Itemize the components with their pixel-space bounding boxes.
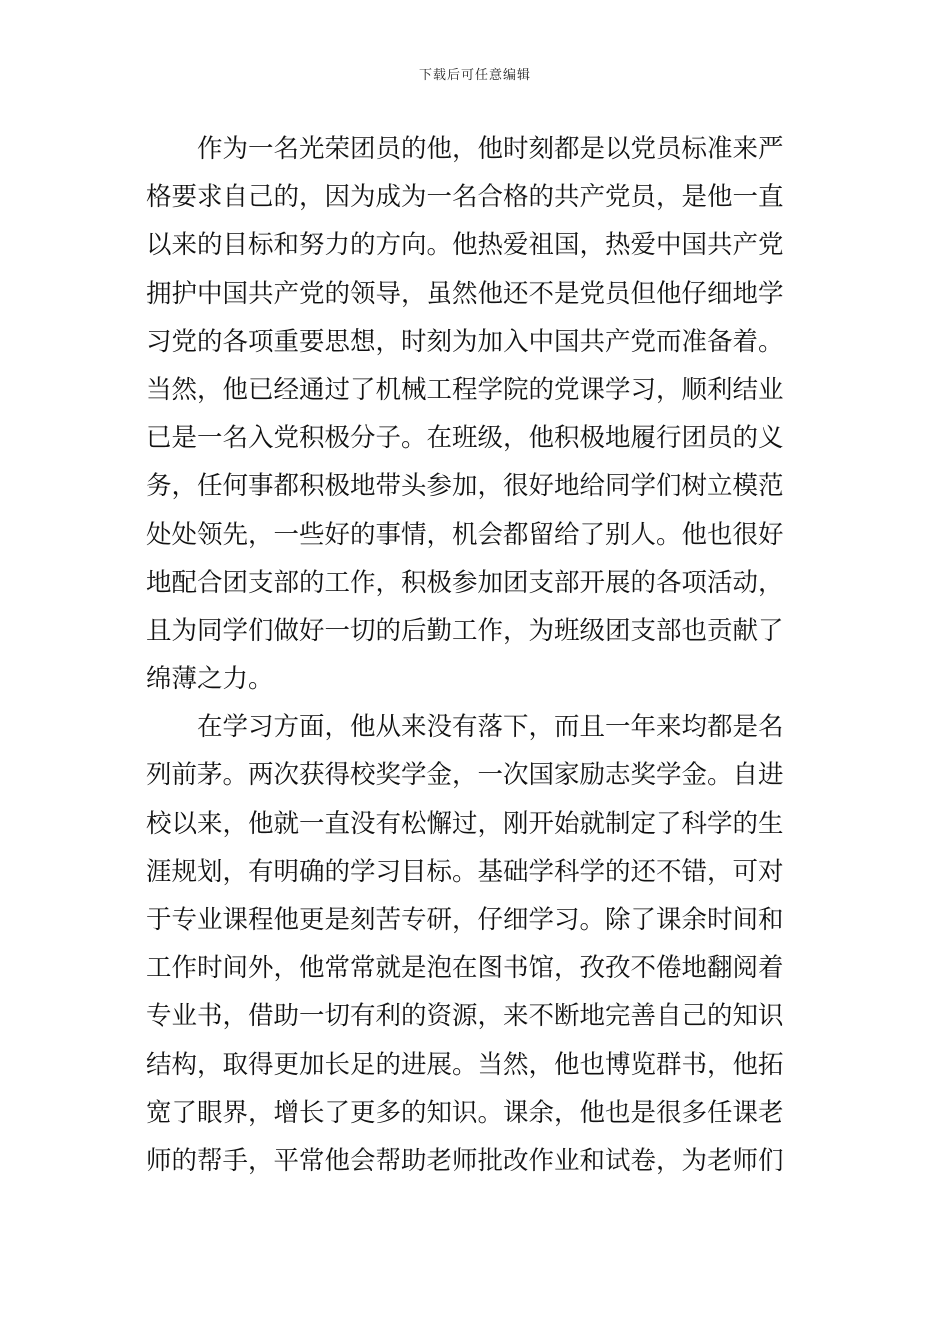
text-line: 习党的各项重要思想，时刻为加入中国共产党而准备着。 [146, 326, 784, 357]
text-line: 拥护中国共产党的领导，虽然他还不是党员但他仔细地学 [146, 278, 784, 309]
text-line: 校以来，他就一直没有松懈过，刚开始就制定了科学的生 [146, 808, 784, 839]
text-line: 地配合团支部的工作，积极参加团支部开展的各项活动， [146, 567, 784, 598]
text-line: 当然，他已经通过了机械工程学院的党课学习，顺利结业 [146, 374, 784, 405]
text-line: 处处领先，一些好的事情，机会都留给了别人。他也很好 [146, 519, 784, 550]
text-line: 绵薄之力。 [146, 664, 274, 695]
text-line: 格要求自己的，因为成为一名合格的共产党员，是他一直 [146, 182, 784, 213]
paragraph-study [146, 703, 806, 1185]
text-line: 列前茅。两次获得校奖学金，一次国家励志奖学金。自进 [146, 760, 784, 791]
text-line: 且为同学们做好一切的后勤工作，为班级团支部也贡献了 [146, 615, 784, 646]
text-line: 宽了眼界，增长了更多的知识。课余，他也是很多任课老 [146, 1097, 784, 1128]
text-line: 务，任何事都积极地带头参加，很好地给同学们树立模范 [146, 471, 784, 502]
text-line: 师的帮手，平常他会帮助老师批改作业和试卷，为老师们 [146, 1145, 784, 1176]
page-header: 下载后可任意编辑 [418, 68, 531, 83]
text-line: 作为一名光荣团员的他，他时刻都是以党员标准来严 [197, 134, 784, 164]
text-line: 专业书，借助一切有利的资源，来不断地完善自己的知识 [146, 1001, 784, 1032]
text-line: 已是一名入党积极分子。在班级，他积极地履行团员的义 [146, 423, 784, 454]
document-body [146, 125, 806, 1185]
text-line: 在学习方面，他从来没有落下，而且一年来均都是名 [197, 712, 784, 743]
text-line: 以来的目标和努力的方向。他热爱祖国，热爱中国共产党 [146, 230, 784, 261]
text-line: 结构，取得更加长足的进展。当然，他也博览群书，他拓 [146, 1049, 784, 1080]
paragraph-party-membership [146, 125, 806, 703]
text-line: 于专业课程他更是刻苦专研，仔细学习。除了课余时间和 [146, 905, 784, 935]
text-line: 工作时间外，他常常就是泡在图书馆，孜孜不倦地翻阅着 [146, 953, 784, 984]
text-line: 涯规划，有明确的学习目标。基础学科学的还不错，可对 [146, 856, 784, 887]
